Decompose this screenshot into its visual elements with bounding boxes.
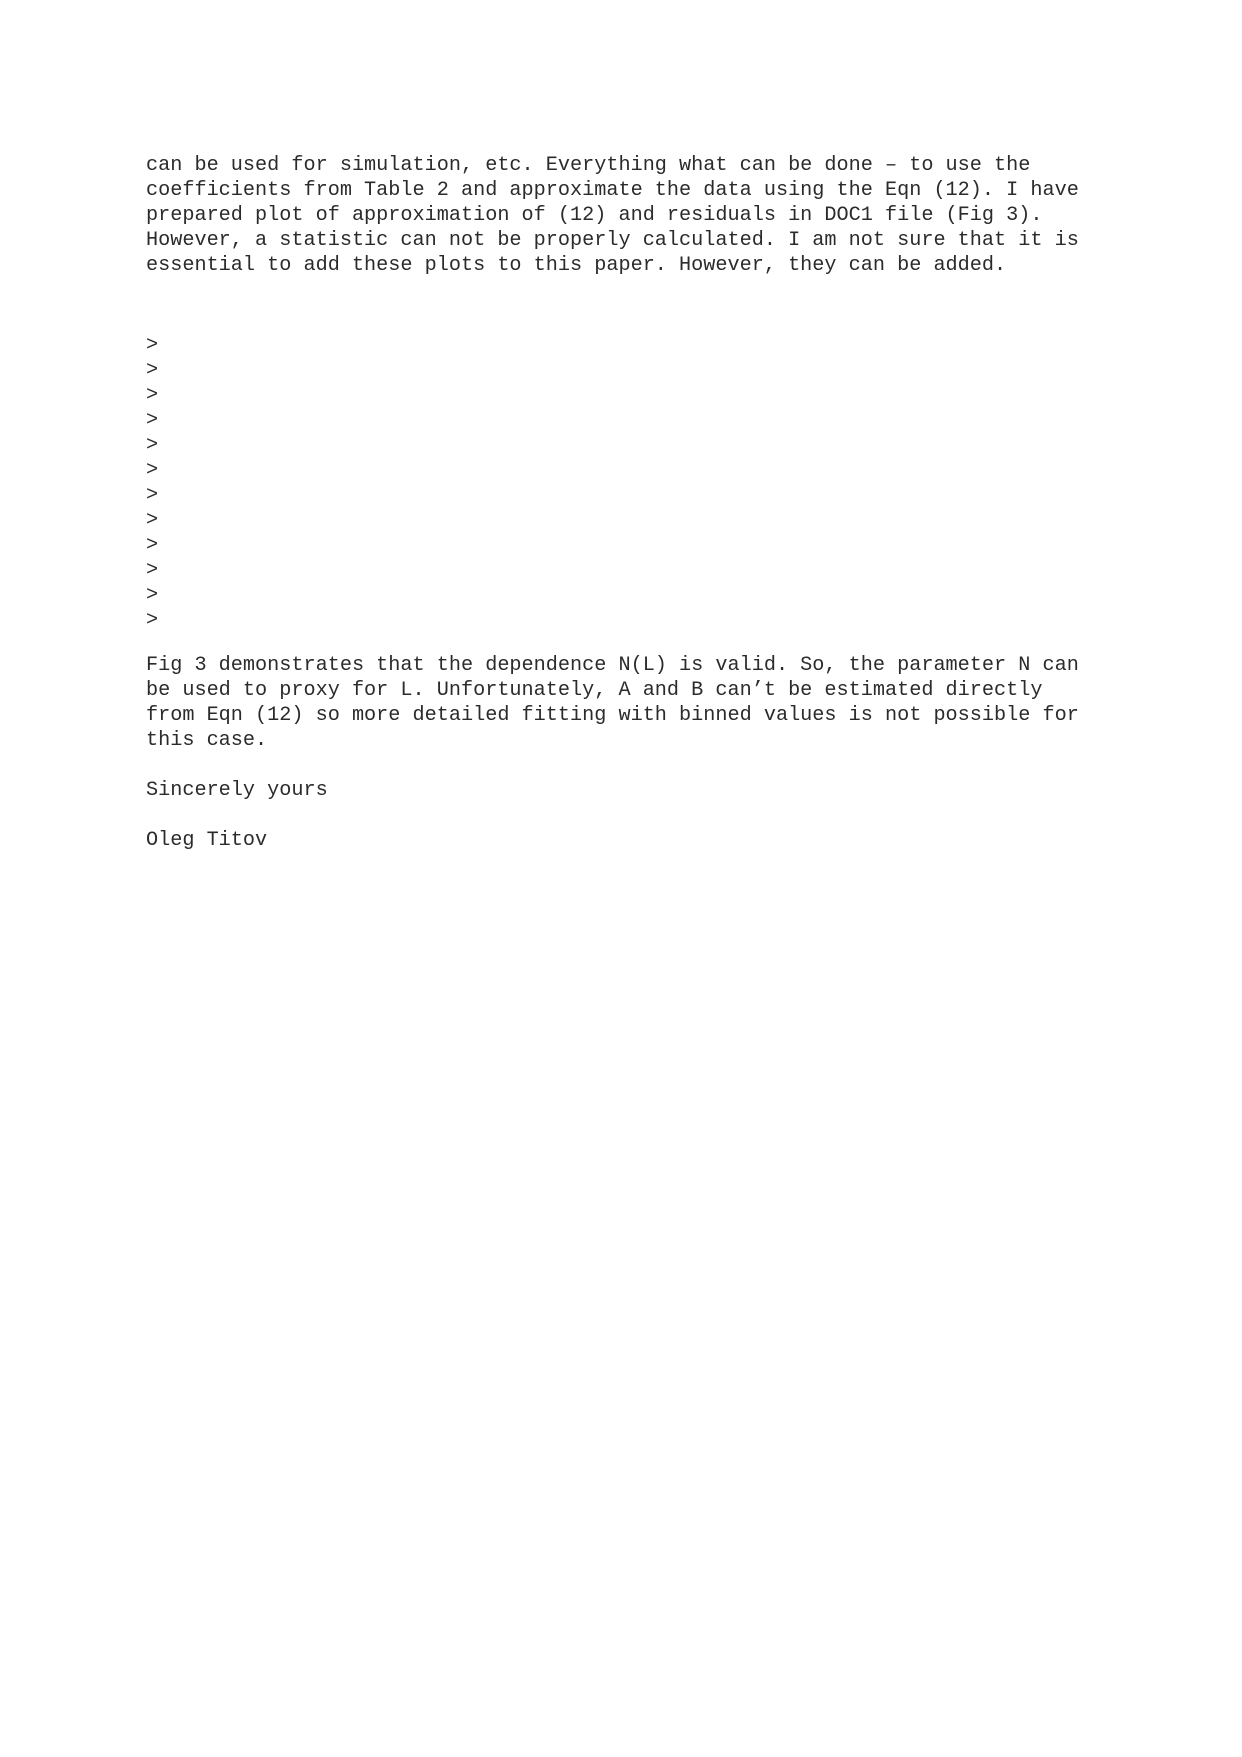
quote-mark: >	[146, 359, 159, 382]
text-line: coefficients from Table 2 and approximate the data using the Eqn (12). I have	[146, 179, 1079, 202]
quote-mark: >	[146, 434, 159, 457]
quote-mark: >	[146, 559, 159, 582]
closing-line: Sincerely yours	[146, 779, 328, 802]
quote-mark: >	[146, 484, 159, 507]
text-line: However, a statistic can not be properly calculated. I am not sure that it is	[146, 229, 1079, 252]
text-line: from Eqn (12) so more detailed fitting with binned values is not possible for	[146, 704, 1079, 727]
quote-mark: >	[146, 609, 159, 632]
quote-mark: >	[146, 459, 159, 482]
paragraph-fig3	[146, 653, 1106, 753]
signature-name: Oleg Titov	[146, 829, 268, 852]
letter-body	[146, 153, 1106, 853]
text-line: this case.	[146, 729, 268, 752]
text-line: Fig 3 demonstrates that the dependence N(L) is valid. So, the parameter N can	[146, 654, 1079, 677]
quote-mark: >	[146, 584, 159, 607]
quote-mark: >	[146, 534, 159, 557]
paragraph-simulation	[146, 153, 1106, 278]
quote-mark: >	[146, 384, 159, 407]
quote-mark: >	[146, 509, 159, 532]
text-line: essential to add these plots to this paper. However, they can be added.	[146, 254, 1007, 277]
quote-mark: >	[146, 409, 159, 432]
text-line: can be used for simulation, etc. Everything what can be done – to use the	[146, 154, 1031, 177]
quote-mark: >	[146, 334, 159, 357]
quote-marks-block	[146, 333, 1106, 633]
text-line: be used to proxy for L. Unfortunately, A and B can’t be estimated directly	[146, 679, 1043, 702]
text-line: prepared plot of approximation of (12) and residuals in DOC1 file (Fig 3).	[146, 204, 1043, 227]
